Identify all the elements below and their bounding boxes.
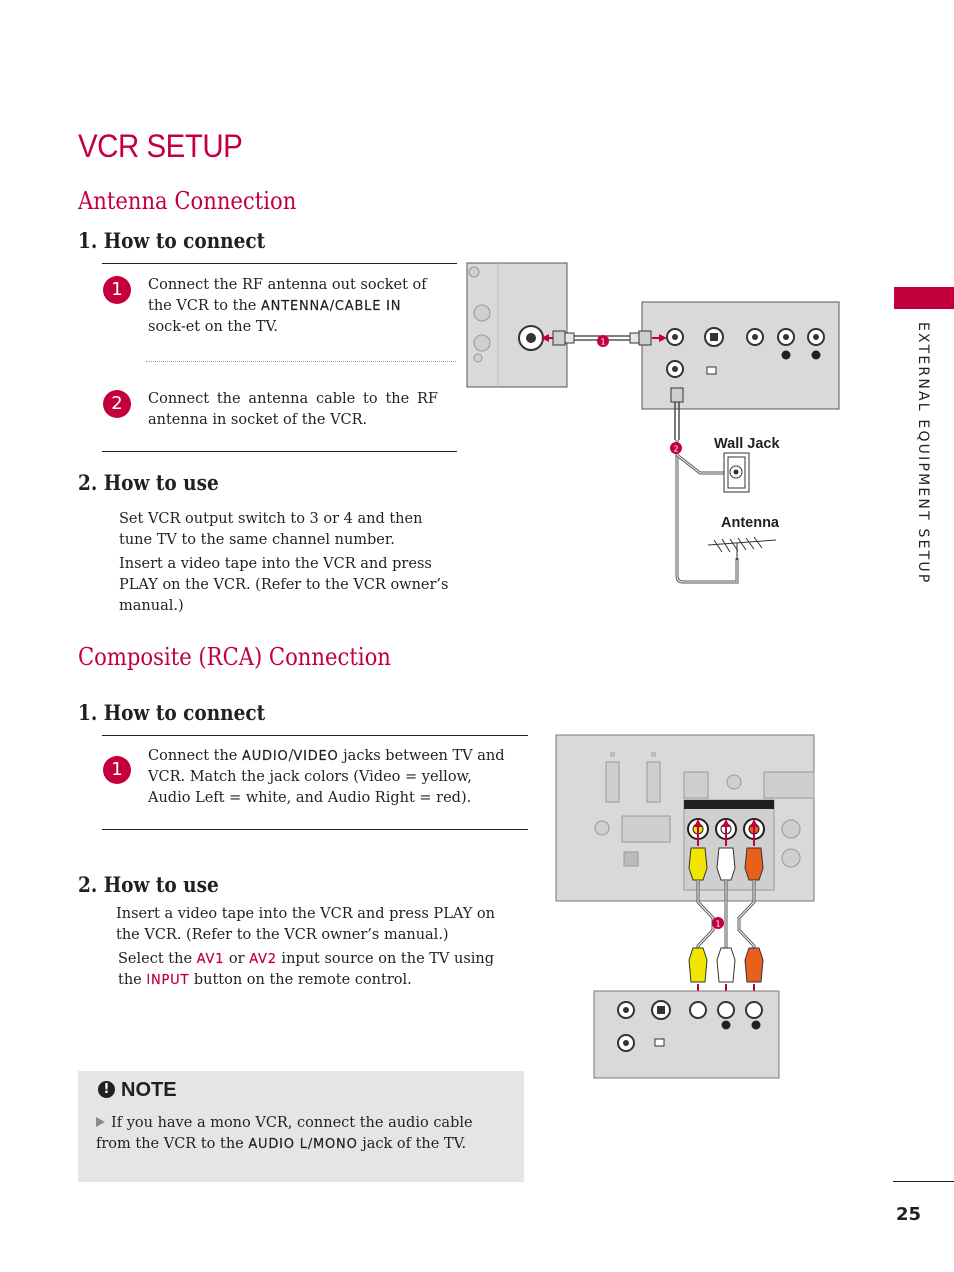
keyword-video: VIDEO (293, 749, 339, 764)
antenna-label: Antenna (721, 515, 779, 531)
side-tab-marker (894, 287, 954, 309)
composite-connect-heading: 1. How to connect (78, 700, 266, 725)
tv-rear-panel (467, 263, 567, 387)
bullet-arrow-icon (96, 1117, 105, 1127)
antenna-use-heading: 2. How to use (78, 470, 219, 495)
wall-jack (724, 453, 749, 492)
page-title: VCR SETUP (78, 128, 243, 164)
vcr-rear-panel (594, 991, 779, 1078)
composite-heading: Composite (RCA) Connection (78, 643, 391, 671)
page-number: 25 (896, 1204, 922, 1225)
step-1-badge: 1 (103, 276, 131, 304)
wall-jack-label: Wall Jack (714, 436, 780, 452)
keyword-av1: AV1 (196, 952, 225, 967)
antenna-icon (708, 537, 776, 560)
side-tab-label: EXTERNAL EQUIPMENT SETUP (915, 322, 931, 585)
keyword-audio-l-mono: AUDIO L/MONO (248, 1137, 358, 1152)
divider (102, 735, 528, 736)
antenna-step-2-text: Connect the antenna cable to the RF antenna in socket of the VCR. (148, 391, 438, 428)
svg-text:2: 2 (673, 444, 679, 454)
note-heading: NOTE (121, 1079, 177, 1101)
page-number-rule (893, 1181, 954, 1182)
dotted-divider (146, 361, 456, 362)
antenna-step-1-text: Connect the RF antenna out socket of the VCR to the ANTENNA/CABLE IN sock-et on the TV. (148, 277, 427, 335)
keyword-audio: AUDIO (242, 749, 289, 764)
antenna-connect-heading: 1. How to connect (78, 228, 266, 253)
composite-connection-diagram (550, 730, 820, 1085)
tv-rear-panel (556, 735, 814, 901)
divider (102, 263, 457, 264)
note-text: If you have a mono VCR, connect the audio cable from the VCR to the AUDIO L/MONO jack of the TV. (96, 1115, 473, 1152)
keyword-input: INPUT (146, 973, 190, 988)
keyword-av2: AV2 (249, 952, 277, 967)
composite-use-heading: 2. How to use (78, 872, 219, 897)
cable-marker-1: 1 (715, 919, 721, 929)
step-1-badge: 1 (103, 756, 131, 784)
composite-use-text: Insert a video tape into the VCR and press PLAY on the VCR. (Refer to the VCR owner’s manual.) Select the AV1 or AV2 input source on the TV using the INPUT button on the remote control. (116, 906, 495, 988)
warning-icon: ! (98, 1081, 115, 1098)
svg-text:1: 1 (600, 337, 606, 347)
divider (102, 829, 528, 830)
antenna-use-text: Set VCR output switch to 3 or 4 and then tune TV to the same channel number. Insert a video tape into the VCR and press PLAY on the VCR. (Refer to the VCR owner’s manual.) (119, 511, 449, 614)
step-2-badge: 2 (103, 390, 131, 418)
composite-step-1-text: Connect the AUDIO/VIDEO jacks between TV and VCR. Match the jack colors (Video = yellow, Audio Left = white, and Audio Right = red). (148, 748, 505, 806)
keyword-antenna-cable-in: ANTENNA/CABLE IN (260, 299, 402, 314)
divider (102, 451, 457, 452)
rf-cable-1 (541, 331, 667, 347)
antenna-heading: Antenna Connection (78, 187, 297, 215)
antenna-connection-diagram (460, 258, 850, 588)
